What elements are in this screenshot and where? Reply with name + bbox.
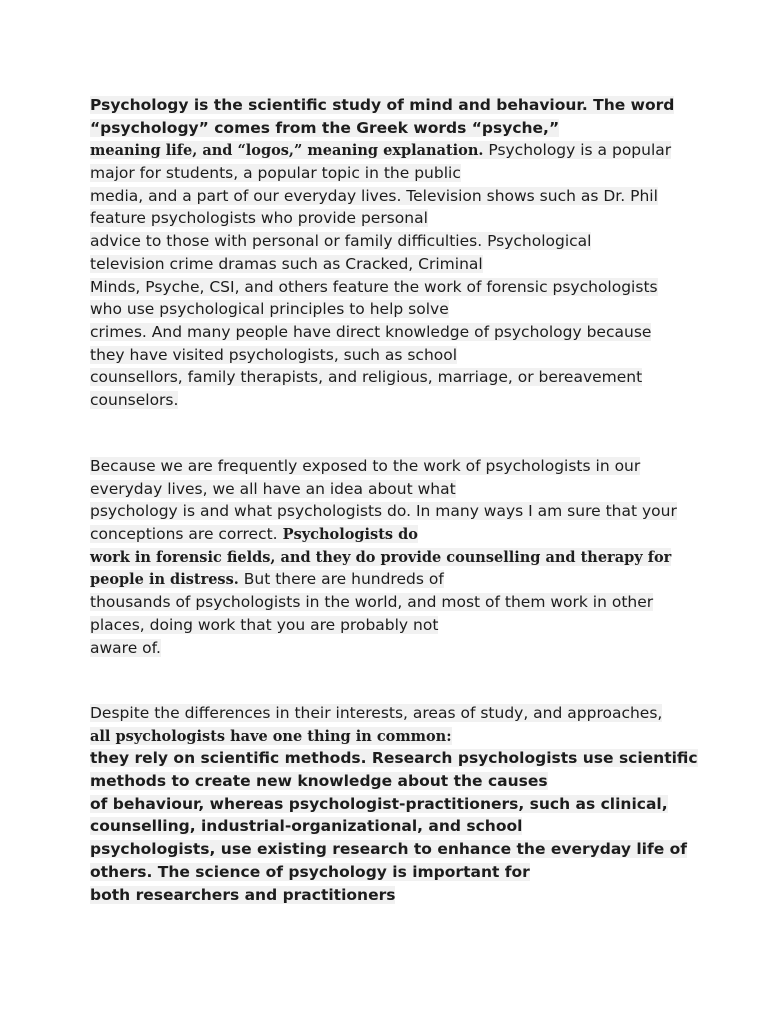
text-segment: both researchers and practitioners [90, 885, 396, 904]
text-line [90, 702, 760, 725]
line-highlight [90, 232, 591, 250]
line-highlight [90, 96, 674, 114]
text-segment: people in distress. [90, 571, 239, 589]
text-line [90, 591, 760, 614]
text-segment: Psychology is a popular [483, 141, 672, 160]
text-line [90, 838, 760, 861]
text-segment: counsellors, family therapists, and religious, marriage, or bereavement [90, 368, 643, 387]
line-highlight [90, 525, 418, 543]
line-highlight [90, 209, 428, 227]
text-segment: Psychologists do [277, 526, 418, 544]
line-highlight [90, 457, 640, 475]
text-line [90, 321, 760, 344]
text-line [90, 94, 760, 117]
line-highlight [90, 480, 456, 498]
line-highlight [90, 840, 687, 858]
text-line [90, 478, 760, 501]
text-segment: counselling, industrial-organizational, and school [90, 817, 523, 836]
text-line [90, 500, 760, 523]
text-segment: of behaviour, whereas psychologist-practitioners, such as clinical, [90, 794, 668, 813]
text-segment: Psychology is the scientific study of mind and behaviour. The word [90, 96, 675, 114]
text-segment: television crime dramas such as Cracked, Criminal [90, 254, 483, 273]
paragraph-3 [90, 702, 760, 906]
text-line [90, 185, 760, 208]
line-highlight [90, 616, 438, 634]
text-line [90, 389, 760, 412]
text-segment: everyday lives, we all have an idea about what [90, 479, 456, 498]
text-line [90, 455, 760, 478]
text-segment: “psychology” comes from the Greek words “psyche,” [90, 118, 560, 137]
text-line [90, 815, 760, 838]
text-line [90, 276, 760, 299]
line-highlight [90, 886, 395, 904]
text-line [90, 117, 760, 140]
text-line [90, 162, 760, 185]
line-highlight [90, 368, 642, 386]
text-line [90, 770, 760, 793]
text-line [90, 344, 760, 367]
text-line [90, 861, 760, 884]
text-line [90, 546, 760, 569]
text-line [90, 884, 760, 907]
line-highlight [90, 749, 698, 767]
text-segment: media, and a part of our everyday lives. Television shows such as Dr. Phil [90, 186, 658, 205]
line-highlight [90, 278, 658, 296]
text-segment: But there are hundreds of [238, 570, 444, 589]
text-line [90, 139, 760, 162]
text-segment: Minds, Psyche, CSI, and others feature the work of forensic psychologists [90, 277, 658, 296]
text-segment: work in forensic fields, and they do provide counselling and therapy for [90, 548, 672, 566]
line-highlight [90, 593, 653, 611]
text-segment: methods to create new knowledge about the causes [90, 772, 548, 791]
line-highlight [90, 570, 444, 588]
text-line [90, 207, 760, 230]
line-highlight [90, 141, 671, 159]
text-line [90, 747, 760, 770]
line-highlight [90, 727, 452, 745]
paragraph-2 [90, 455, 760, 659]
text-line [90, 523, 760, 546]
text-segment: feature psychologists who provide personal [90, 209, 428, 228]
line-highlight [90, 300, 449, 318]
line-highlight [90, 346, 457, 364]
text-segment: they have visited psychologists, such as school [90, 345, 458, 364]
line-highlight [90, 772, 548, 790]
line-highlight [90, 164, 461, 182]
line-highlight [90, 323, 651, 341]
line-highlight [90, 391, 178, 409]
text-segment: aware of. [90, 638, 161, 657]
line-highlight [90, 704, 662, 722]
text-segment: psychologists, use existing research to enhance the everyday life of [90, 840, 687, 859]
text-segment: crimes. And many people have direct knowledge of psychology because [90, 322, 652, 341]
line-highlight [90, 863, 530, 881]
text-line [90, 568, 760, 591]
text-line [90, 637, 760, 660]
line-highlight [90, 255, 483, 273]
text-segment: counselors. [90, 390, 179, 409]
line-highlight [90, 119, 559, 137]
text-line [90, 366, 760, 389]
line-highlight [90, 548, 671, 566]
line-highlight [90, 639, 161, 657]
text-segment: Because we are frequently exposed to the work of psychologists in our [90, 457, 641, 475]
text-segment: conceptions are correct. [90, 525, 278, 544]
line-highlight [90, 817, 522, 835]
text-segment: others. The science of psychology is important for [90, 862, 530, 881]
text-line [90, 725, 760, 748]
text-line [90, 298, 760, 321]
text-segment: places, doing work that you are probably not [90, 615, 439, 634]
text-segment: major for students, a popular topic in the public [90, 164, 461, 183]
text-segment: psychology is and what psychologists do. In many ways I am sure that your [90, 502, 677, 521]
text-line [90, 793, 760, 816]
text-line [90, 614, 760, 637]
text-line [90, 230, 760, 253]
line-highlight [90, 187, 658, 205]
text-segment: who use psychological principles to help solve [90, 300, 449, 319]
text-segment: advice to those with personal or family difficulties. Psychological [90, 232, 592, 251]
text-line [90, 253, 760, 276]
paragraph-1 [90, 94, 760, 412]
text-segment: all psychologists have one thing in common: [90, 727, 452, 745]
text-segment: Despite the differences in their interests, areas of study, and approaches, [90, 704, 663, 722]
text-segment: meaning life, and “logos,” meaning explanation. [90, 142, 484, 160]
line-highlight [90, 795, 668, 813]
line-highlight [90, 502, 677, 520]
text-segment: they rely on scientific methods. Research psychologists use scientific [90, 749, 698, 768]
text-segment: thousands of psychologists in the world, and most of them work in other [90, 593, 654, 612]
